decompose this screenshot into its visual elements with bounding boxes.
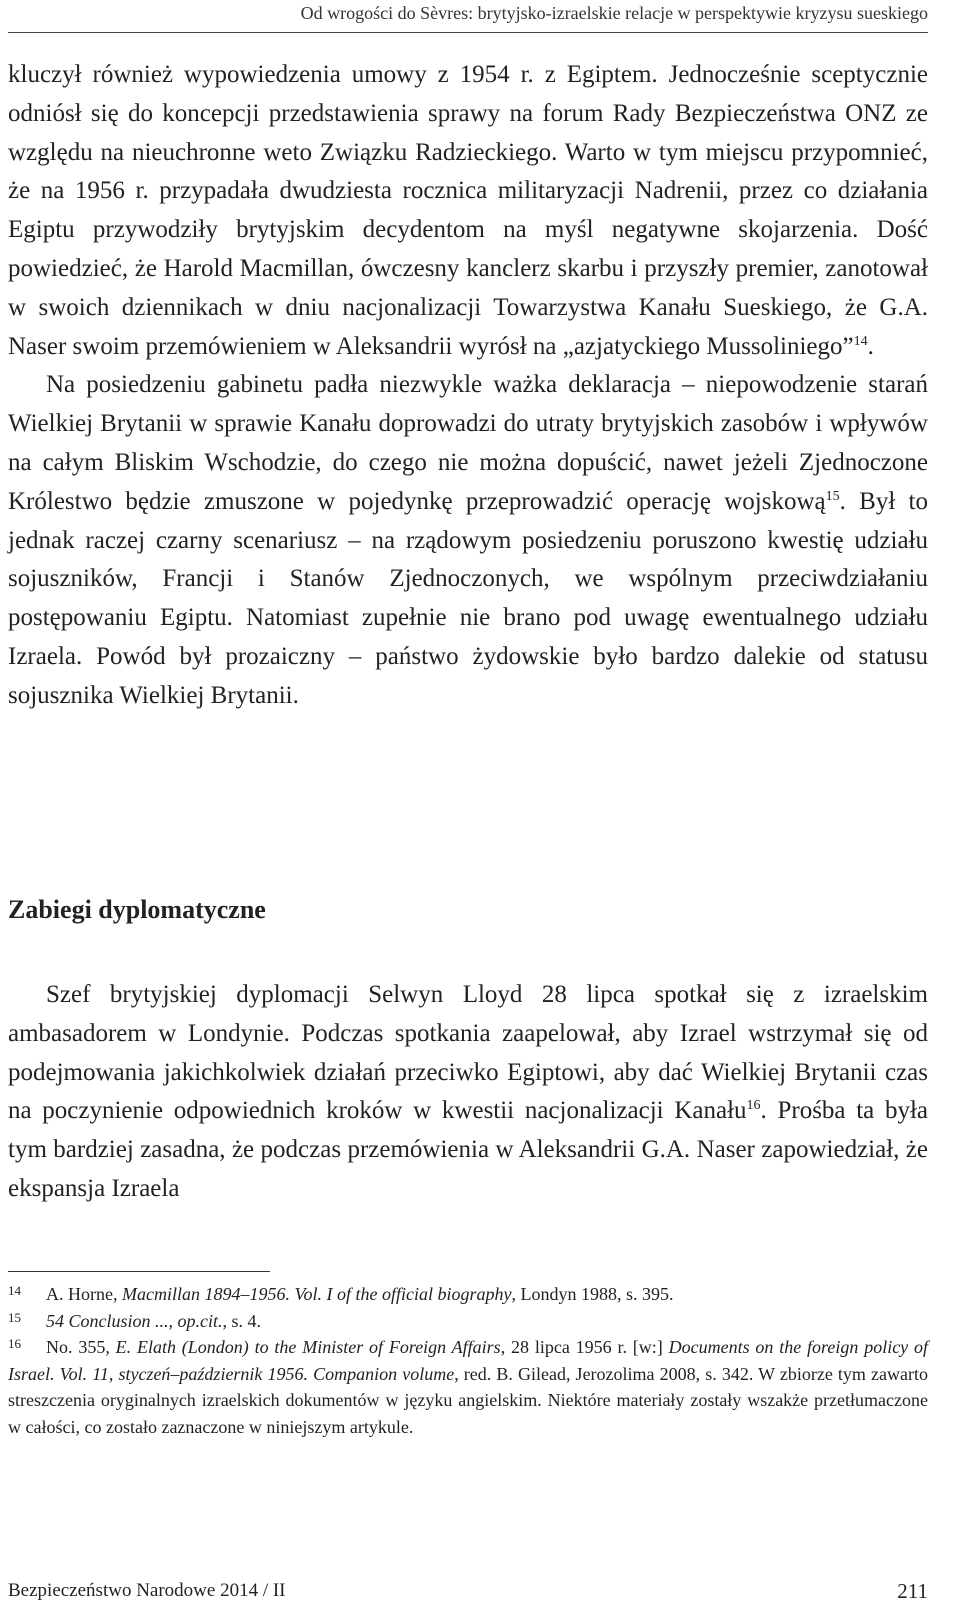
footnote-text: , 28 lipca 1956 r. [w:]	[500, 1337, 669, 1357]
footnote-16: 16 No. 355, E. Elath (London) to the Minister of Foreign Affairs, 28 lipca 1956 r. [w:] Documents on the foreign policy of Israel. Vol. 11, styczeń–październik 1956. Companion volume, red. B. Gilead, Jerozolima 2008, s. 342. W zbiorze tym zawarto streszczenia oryginalnych izraelskich dokumentów w języku angielskim. Niektóre materiały zostały wszakże przetłumaczone w całości, co zostało zaznaczone w niniejszym artykule.	[8, 1336, 928, 1437]
footnote-ref[interactable]: 14	[853, 333, 868, 349]
paragraph	[8, 56, 928, 366]
running-header	[8, 0, 928, 33]
footnotes	[8, 1281, 928, 1440]
paragraph-text: . Był to jednak raczej czarny scenariusz – na rządowym posiedzeniu poruszono kwestię udziału sojuszników, Francji i Stanów Zjednoczonych, we wspólnym przeciwdziałaniu postępowaniu Egiptu. Natomiast zupełnie nie brano pod uwagę ewentualnego udziału Izraela. Powód był prozaiczny – państwo żydowskie było bardzo dalekie od statusu sojusznika Wielkiej Brytanii.	[8, 487, 928, 709]
footnote-ref[interactable]: 16	[746, 1098, 761, 1114]
footnote-text: , Londyn 1988, s. 395.	[511, 1284, 674, 1304]
paragraph-text: .	[867, 332, 874, 360]
footnote-text: , red. B. Gilead, Jerozolima 2008, s. 342. W zbiorze tym zawarto streszczenia oryginalnych izraelskich dokumentów w języku angielskim. Niektóre materiały zostały wszakże przetłumaczone w całości, co zostało zaznaczone w niniejszym artykule.	[8, 1363, 928, 1437]
paragraph-text: . Prośba ta była tym bardziej zasadna, że podczas przemówienia w Aleksandrii G.A. Naser zapowiedział, że ekspansja Izraela	[8, 1097, 929, 1202]
footnote-text: , s. 4.	[222, 1310, 262, 1331]
journal-name: Bezpieczeństwo Narodowe 2014 / II	[8, 1580, 286, 1601]
footnote-title: E. Elath (London) to the Minister of Foreign Affairs	[115, 1337, 501, 1357]
footnote-ref[interactable]: 15	[825, 488, 840, 504]
paragraph	[8, 976, 928, 1209]
paragraph	[8, 366, 928, 715]
body-text-block-2	[8, 976, 928, 1209]
paragraph-text: Na posiedzeniu gabinetu padła niezwykle ważka deklaracja – niepowodzenie starań Wielkiej Brytanii w sprawie Kanału doprowadzi do utraty brytyjskich zasobów i wpływów na całym Bliskim Wschodzie, do czego nie można dopuścić, nawet jeżeli Zjednoczone Królestwo będzie zmuszone w pojedynkę przeprowadzić operację wojskową	[8, 371, 928, 515]
footnote-divider	[8, 1271, 270, 1272]
paragraph-text: Szef brytyjskiej dyplomacji Selwyn Lloyd 28 lipca spotkał się z izraelskim ambasadorem w Londynie. Podczas spotkania zaapelował, aby Izrael wstrzymał się od podejmowania jakichkolwiek działań przeciwko Egiptowi, aby dać Wielkiej Brytanii czas na poczynienie odpowiednich kroków w kwestii nacjonalizacji Kanału	[8, 981, 928, 1125]
footnote-title: 54 Conclusion ..., op.cit.	[46, 1310, 223, 1331]
paragraph-text: kluczył również wypowiedzenia umowy z 1954 r. z Egiptem. Jednocześnie sceptycznie odniósł się do koncepcji przedstawienia sprawy na forum Rady Bezpieczeństwa ONZ ze względu na nieuchronne weto Związku Radzieckiego. Warto w tym miejscu przypomnieć, że na 1956 r. przypadała dwudziesta rocznica militaryzacji Nadrenii, przez co działania Egiptu przywodziły brytyjskim decydentom na myśl negatywne skojarzenia. Dość powiedzieć, że Harold Macmillan, ówczesny kanclerz skarbu i przyszły premier, zanotował w swoich dziennikach w dniu nacjonalizacji Towarzystwa Kanału Sueskiego, że G.A. Naser swoim przemówieniem w Aleksandrii wyrósł na „azjatyckiego Mussoliniego”	[8, 61, 928, 360]
footnote-15: 15 54 Conclusion ..., op.cit., s. 4.	[8, 1309, 262, 1331]
footnote-text: A. Horne,	[46, 1284, 122, 1304]
footnote-title: Macmillan 1894–1956. Vol. I of the official biography	[121, 1284, 512, 1304]
body-text-block-1	[8, 56, 928, 716]
running-title: Od wrogości do Sèvres: brytyjsko-izraelskie relacje w perspektywie kryzysu sueskiego	[300, 3, 928, 23]
page-number: 211	[897, 1579, 928, 1603]
footnote-14: 14 A. Horne, Macmillan 1894–1956. Vol. I of the official biography, Londyn 1988, s. 395.	[8, 1283, 674, 1304]
section-heading: Zabiegi dyplomatyczne	[8, 895, 266, 924]
footnote-title: Documents on the foreign policy of Israel. Vol. 11, styczeń–październik 1956. Companion volume	[8, 1337, 928, 1384]
footnote-text: No. 355,	[46, 1337, 116, 1357]
